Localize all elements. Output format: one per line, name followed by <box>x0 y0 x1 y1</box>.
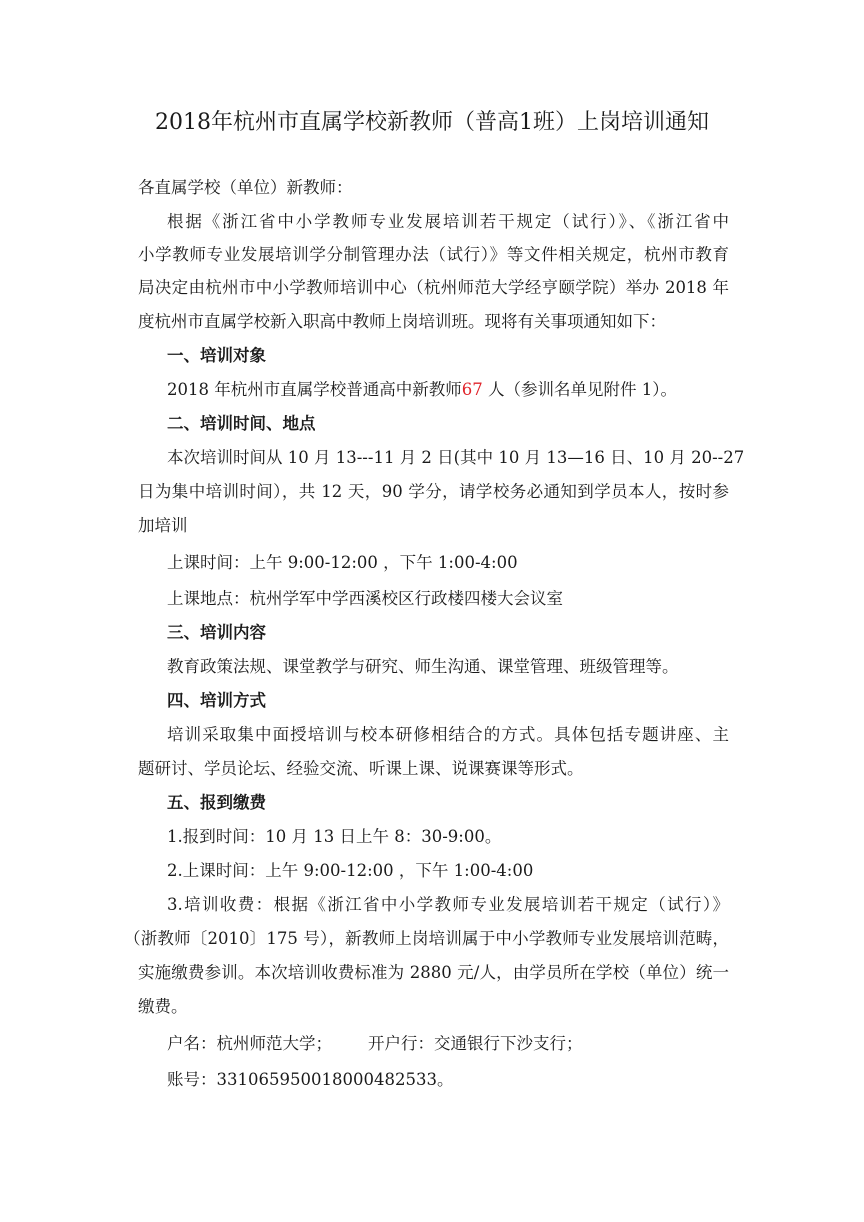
section-heading-4: 四、培训方式 <box>167 691 266 710</box>
section-3-text: 教育政策法规、课堂教学与研究、师生沟通、课堂管理、班级管理等。 <box>167 657 679 676</box>
section-4-line-2: 题研讨、学员论坛、经验交流、听课上课、说课赛课等形式。 <box>138 759 584 778</box>
intro-line-4: 度杭州市直属学校新入职高中教师上岗培训班。现将有关事项通知如下： <box>138 312 666 331</box>
section-2-line-3: 加培训 <box>138 516 188 535</box>
document-title: 2018年杭州市直属学校新教师（普高1班）上岗培训通知 <box>155 110 709 135</box>
fee-line-3: 实施缴费参训。本次培训收费标准为 2880 元/人，由学员所在学校（单位）统一 <box>138 963 729 982</box>
section-1-text-after: 人（参训名单见附件 1）。 <box>488 380 677 399</box>
fee-line-4: 缴费。 <box>138 997 188 1016</box>
intro-line-2: 小学教师专业发展培训学分制管理办法（试行）》等文件相关规定，杭州市教育 <box>138 245 729 264</box>
registration-time: 1.报到时间：10 月 13 日上午 8：30-9:00。 <box>167 827 502 846</box>
bank-name: 开户行：交通银行下沙支行； <box>368 1034 583 1053</box>
section-4-line-1: 培训采取集中面授培训与校本研修相结合的方式。具体包括专题讲座、主 <box>167 725 729 744</box>
intro-line-1: 根据《浙江省中小学教师专业发展培训若干规定（试行）》、《浙江省中 <box>167 212 729 231</box>
account-name: 户名：杭州师范大学； <box>167 1034 332 1053</box>
fee-line-1: 3.培训收费：根据《浙江省中小学教师专业发展培训若干规定（试行）》 <box>167 895 729 914</box>
section-1-text <box>167 378 677 402</box>
section-heading-1: 一、培训对象 <box>167 346 266 365</box>
participant-count: 67 <box>461 380 483 399</box>
section-2-line-2: 日为集中培训时间），共 12 天，90 学分，请学校务必通知到学员本人，按时参 <box>138 482 729 501</box>
account-number: 账号：331065950018000482533。 <box>167 1070 454 1089</box>
salutation: 各直属学校（单位）新教师： <box>138 178 353 197</box>
class-time-2: 2.上课时间：上午 9:00-12:00 ，下午 1:00-4:00 <box>167 861 534 880</box>
fee-line-2: （浙教师〔2010〕175 号），新教师上岗培训属于中小学教师专业发展培训范畴， <box>124 929 729 948</box>
section-heading-3: 三、培训内容 <box>167 623 266 642</box>
class-location: 上课地点：杭州学军中学西溪校区行政楼四楼大会议室 <box>167 589 563 608</box>
section-heading-2: 二、培训时间、地点 <box>167 414 316 433</box>
section-heading-5: 五、报到缴费 <box>167 793 266 812</box>
intro-line-3: 局决定由杭州市中小学教师培训中心（杭州师范大学经亨颐学院）举办 2018 年 <box>138 278 729 297</box>
section-2-line-1: 本次培训时间从 10 月 13---11 月 2 日(其中 10 月 13—16 日、10 月 20--27 <box>167 448 745 467</box>
class-time: 上课时间：上午 9:00-12:00 ，下午 1:00-4:00 <box>167 553 518 572</box>
section-1-text-before: 2018 年杭州市直属学校普通高中新教师 <box>167 380 462 399</box>
